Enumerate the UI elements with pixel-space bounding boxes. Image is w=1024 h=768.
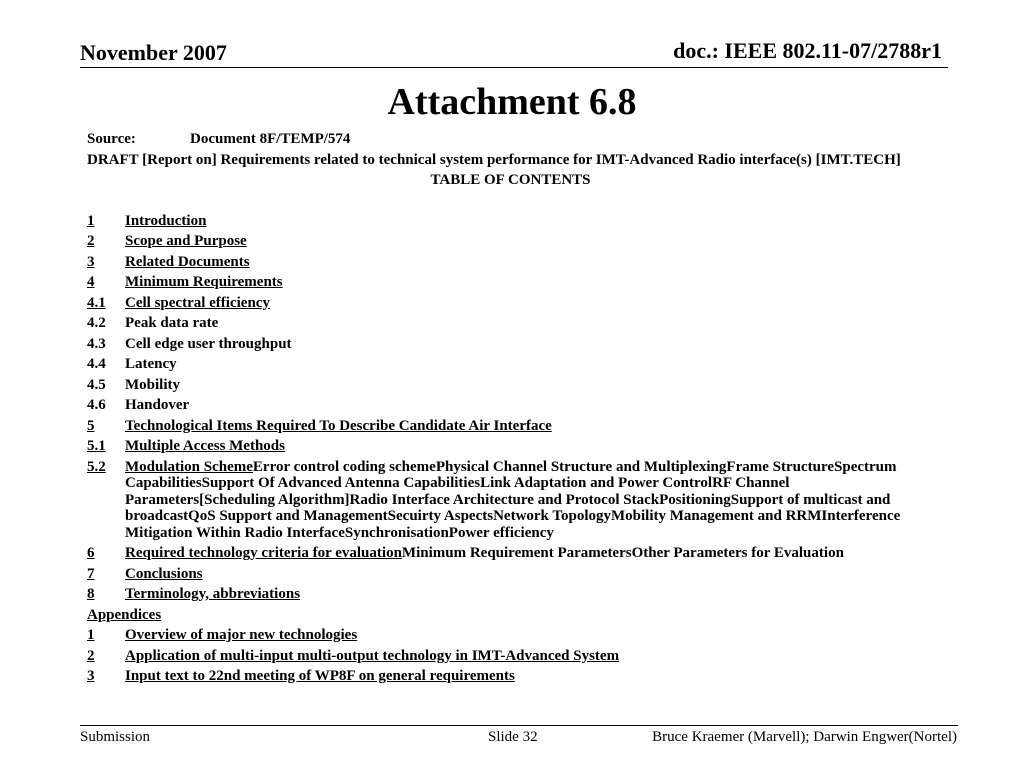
toc-entry-plain-text: Cell edge user throughput (125, 335, 292, 352)
footer-divider (80, 725, 958, 726)
appendices-heading-row (87, 607, 934, 624)
toc-entry-number: 4.2 (87, 315, 106, 331)
toc-title: TABLE OF CONTENTS (430, 172, 591, 188)
toc-entry-number[interactable]: 6 (87, 545, 95, 561)
footer-submission: Submission (80, 729, 151, 745)
toc-entry-row (87, 295, 934, 312)
toc-entry-text (125, 586, 934, 603)
toc-entry-text (125, 254, 934, 271)
toc-entry-text (125, 213, 934, 230)
appendix-entry-number[interactable]: 1 (87, 627, 95, 643)
toc-entry-number[interactable]: 4.1 (87, 294, 106, 311)
toc-entry-link[interactable]: Cell spectral efficiency (125, 294, 270, 311)
toc-entry-row (87, 254, 934, 271)
toc-entry-link[interactable]: Multiple Access Methods (125, 438, 285, 454)
appendix-entry-link[interactable]: Input text to 22nd meeting of WP8F on general requirements (125, 668, 515, 684)
toc-entry-text (125, 233, 934, 250)
toc-entry-number[interactable]: 5.1 (87, 438, 106, 454)
toc-entry-link[interactable]: Conclusions (125, 565, 203, 582)
header-divider (80, 67, 948, 68)
appendices-list (87, 627, 934, 685)
footer-slide-number: Slide 32 (488, 729, 538, 745)
toc-entry-number[interactable]: 1 (87, 212, 95, 229)
toc-entry-text (125, 438, 934, 455)
appendix-entry-number[interactable]: 2 (87, 647, 95, 664)
toc-entry-row (87, 274, 934, 291)
source-value: Document 8F/TEMP/574 (190, 131, 351, 147)
toc-entry-number: 4.3 (87, 335, 106, 352)
toc-entry-number[interactable]: 8 (87, 586, 95, 602)
footer-authors: Bruce Kraemer (Marvell); Darwin Engwer(Nortel) (652, 729, 957, 745)
toc-entry-number: 4.5 (87, 376, 106, 393)
toc-entry-link[interactable]: Minimum Requirements (125, 274, 283, 290)
header-date: November 2007 (80, 40, 227, 65)
toc-entry-number[interactable]: 7 (87, 565, 95, 582)
toc-entry-number: 4.4 (87, 356, 106, 372)
toc-entry-link[interactable]: Required technology criteria for evaluation (125, 545, 402, 561)
toc-entry-text (125, 377, 934, 394)
toc-entry-text (125, 545, 934, 562)
appendix-entry-text (125, 668, 934, 685)
toc-entry-plain-text: Error control coding schemePhysical Channel Structure and MultiplexingFrame StructureSpectrum CapabilitiesSupport Of Advanced Antenna CapabilitiesLink Adaptation and Power ControlRF Channel Parameters[Scheduling Algorithm]Radio Interface Architecture and Protocol StackPositioningSupport of multicast and broadcastQoS Support and ManagementSecuirty AspectsNetwork TopologyMobility Management and RRMInterference Mitigation Within Radio InterfaceSynchronisationPower efficiency (125, 458, 901, 541)
appendix-entry-row (87, 648, 934, 665)
draft-title: DRAFT [Report on] Requirements related to technical system performance for IMT-Advanced Radio interface(s) [IMT.TECH] (87, 151, 901, 168)
toc-entry-text (125, 356, 934, 373)
header-doc-id: doc.: IEEE 802.11-07/2788r1 (673, 38, 942, 63)
toc-entry-plain-text: Latency (125, 356, 177, 372)
toc-entry-row (87, 213, 934, 230)
toc-entry-row (87, 418, 934, 435)
toc-entry-row (87, 438, 934, 455)
toc-entry-text (125, 295, 934, 312)
toc-entry-number: 4.6 (87, 397, 106, 413)
appendix-entry-text (125, 648, 934, 665)
appendices-link[interactable]: Appendices (87, 606, 162, 623)
toc-entry-row (87, 397, 934, 414)
toc-list (87, 213, 934, 603)
toc-entry-plain-text: Peak data rate (125, 315, 219, 331)
toc-entry-row (87, 336, 934, 353)
appendix-entry-number[interactable]: 3 (87, 668, 95, 684)
toc-entry-link[interactable]: Technological Items Required To Describe Candidate Air Interface (125, 417, 552, 434)
toc-entry-number[interactable]: 3 (87, 253, 95, 270)
appendix-entry-link[interactable]: Overview of major new technologies (125, 627, 358, 643)
toc-entry-link[interactable]: Terminology, abbreviations (125, 586, 301, 602)
toc-entry-text (125, 418, 934, 435)
toc-entry-link[interactable]: Modulation Scheme (125, 458, 253, 475)
appendix-entry-link[interactable]: Application of multi-input multi-output technology in IMT-Advanced System (125, 647, 620, 664)
source-label: Source: (87, 131, 136, 147)
toc-entry-plain-text: Mobility (125, 376, 180, 393)
toc-entry-link[interactable]: Scope and Purpose (125, 233, 247, 249)
toc-entry-text (125, 274, 934, 291)
slide-content (87, 131, 934, 689)
source-line (87, 131, 934, 148)
slide-title: Attachment 6.8 (387, 81, 637, 123)
appendix-entry-row (87, 627, 934, 644)
toc-entry-text (125, 566, 934, 583)
toc-entry-link[interactable]: Introduction (125, 212, 207, 229)
toc-entry-number[interactable]: 4 (87, 274, 95, 290)
toc-entry-row (87, 233, 934, 250)
toc-entry-row (87, 356, 934, 373)
toc-entry-row (87, 377, 934, 394)
toc-entry-number[interactable]: 5 (87, 417, 95, 434)
toc-entry-text (125, 315, 934, 332)
toc-entry-text (125, 397, 934, 414)
toc-entry-plain-text: Minimum Requirement ParametersOther Parameters for Evaluation (401, 545, 844, 561)
toc-entry-row (87, 566, 934, 583)
appendix-entry-text (125, 627, 934, 644)
toc-entry-row (87, 545, 934, 562)
toc-entry-number[interactable]: 5.2 (87, 458, 106, 475)
toc-entry-plain-text: Handover (125, 397, 190, 413)
toc-entry-number[interactable]: 2 (87, 233, 95, 249)
appendix-entry-row (87, 668, 934, 685)
toc-entry-text (125, 459, 934, 542)
toc-entry-text (125, 336, 934, 353)
toc-entry-link[interactable]: Related Documents (125, 253, 250, 270)
toc-entry-row (87, 459, 934, 542)
toc-entry-row (87, 586, 934, 603)
toc-entry-row (87, 315, 934, 332)
